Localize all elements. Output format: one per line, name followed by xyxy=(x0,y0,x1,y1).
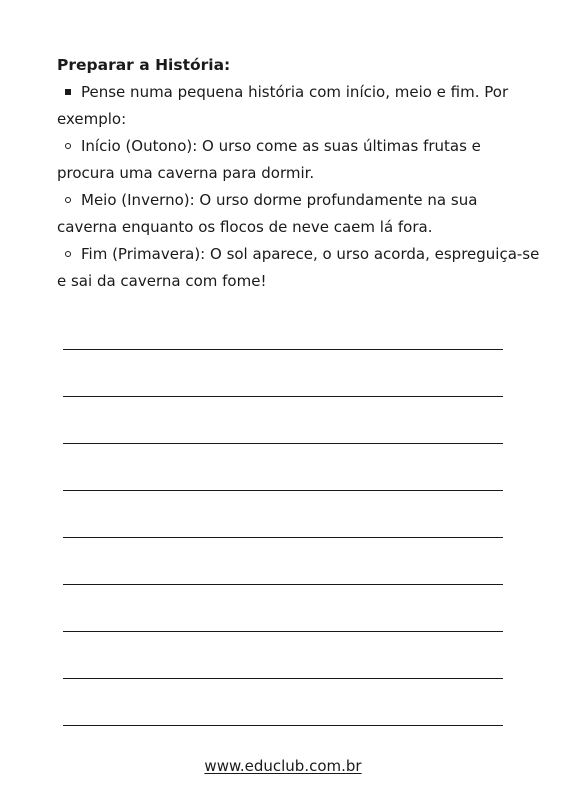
circle-bullet-icon xyxy=(65,197,71,203)
instructions-section xyxy=(57,52,540,295)
writing-line[interactable] xyxy=(63,725,503,726)
sub-item-spring-line-1 xyxy=(57,241,540,268)
sub-item-winter-line-1 xyxy=(57,187,517,214)
sub-item-autumn-line-2: procura uma caverna para dormir. xyxy=(57,164,315,182)
sub-item-autumn-text-1: Início (Outono): O urso come as suas últimas frutas e xyxy=(81,137,481,155)
main-bullet-line-2: exemplo: xyxy=(57,110,127,128)
writing-line[interactable] xyxy=(63,490,503,491)
website-link[interactable]: www.educlub.com.br xyxy=(204,757,362,775)
writing-line[interactable] xyxy=(63,443,503,444)
square-bullet-icon xyxy=(65,89,71,95)
writing-line[interactable] xyxy=(63,631,503,632)
section-heading: Preparar a História: xyxy=(57,56,231,74)
sub-item-winter-text-1: Meio (Inverno): O urso dorme profundamente na sua xyxy=(81,191,478,209)
sub-item-spring-line-2: e sai da caverna com fome! xyxy=(57,272,267,290)
circle-bullet-icon xyxy=(65,143,71,149)
writing-line[interactable] xyxy=(63,678,503,679)
sub-item-winter-line-2: caverna enquanto os flocos de neve caem lá fora. xyxy=(57,218,433,236)
writing-line[interactable] xyxy=(63,396,503,397)
main-bullet-line-1 xyxy=(57,79,517,106)
footer xyxy=(0,757,566,775)
circle-bullet-icon xyxy=(65,251,71,257)
sub-item-autumn-line-1 xyxy=(57,133,517,160)
writing-line[interactable] xyxy=(63,584,503,585)
writing-line[interactable] xyxy=(63,537,503,538)
sub-item-spring-text-1: Fim (Primavera): O sol aparece, o urso acorda, espreguiça-se xyxy=(81,245,540,263)
main-bullet-text-1: Pense numa pequena história com início, meio e fim. Por xyxy=(81,83,509,101)
writing-line[interactable] xyxy=(63,349,503,350)
writing-area xyxy=(63,349,503,772)
